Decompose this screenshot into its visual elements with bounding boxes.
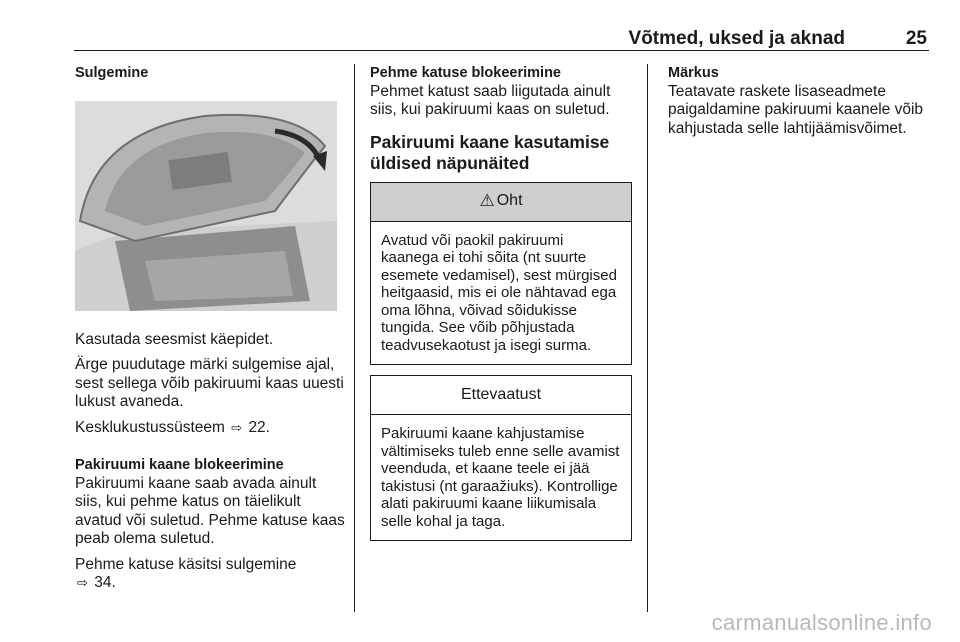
- caution-box: [370, 375, 632, 541]
- manual-close-ref[interactable]: 34.: [94, 574, 116, 591]
- column-2: [370, 64, 632, 541]
- column-1: [75, 64, 347, 600]
- section-heading-general-tips: Pakiruumi kaane kasutamise üldised näpunäited: [370, 131, 610, 173]
- note-body: Teatavate raskete lisaseadmete paigaldamine pakiruumi kaanele võib kahjustada selle lahtijäämisvõimet.: [668, 82, 924, 137]
- paragraph-manual-close: [75, 556, 347, 593]
- paragraph-do-not-touch: Ärge puudutage märki sulgemise ajal, sest sellega võib pakiruumi kaas uuesti lukust avaneda.: [75, 356, 344, 410]
- warning-header: [371, 183, 631, 222]
- column-divider-left: [354, 64, 355, 612]
- warning-triangle-icon: ⚠: [479, 191, 495, 211]
- arrow-ref-icon: ⇨: [231, 419, 243, 435]
- caution-title: Ettevaatust: [460, 385, 542, 403]
- paragraph-soft-top-lock: Pehmet katust saab liigutada ainult siis, kui pakiruumi kaas on suletud.: [370, 82, 611, 118]
- page-number: 25: [905, 28, 927, 49]
- central-locking-ref[interactable]: 22.: [248, 418, 270, 436]
- column-divider-right: [647, 64, 648, 612]
- manual-close-text: Pehme katuse käsitsi sulgemine: [75, 555, 297, 573]
- warning-box: [370, 182, 632, 366]
- paragraph-trunk-lock: Pakiruumi kaane saab avada ainult siis, kui pehme katus on täielikult avatud või suletud. Pehme katuse kaas peab olema suletud.: [75, 474, 345, 547]
- watermark: carmanualsonline.info: [711, 610, 932, 635]
- subheading-trunk-lock: Pakiruumi kaane blokeerimine: [75, 457, 284, 473]
- note-title: Märkus: [668, 65, 719, 81]
- paragraph-use-handle: Kasutada seesmist käepidet.: [75, 330, 274, 348]
- warning-title: Oht: [496, 192, 523, 210]
- warning-body: Avatud või paokil pakiruumi kaanega ei tohi sõita (nt suurte esemete vedamisel), sest mürgised heitgaasid, mis ei ole nähtavad ega oma lõhna, võivad sõidukisse tungida. See võib põhjustada teadvusekaotust ja isegi surma.: [381, 231, 617, 354]
- column-3: [668, 64, 930, 145]
- trunk-lid-photo: [75, 101, 337, 311]
- paragraph-central-locking: [75, 419, 347, 438]
- central-locking-text: Kesklukustussüsteem: [75, 418, 225, 436]
- section-heading-closing: Sulgemine: [75, 65, 149, 81]
- page-title: Võtmed, uksed ja aknad: [628, 28, 845, 49]
- page-header: [74, 26, 929, 51]
- caution-header: [371, 376, 631, 415]
- arrow-ref-icon: ⇨: [77, 575, 88, 590]
- subheading-soft-top-lock: Pehme katuse blokeerimine: [370, 65, 561, 81]
- caution-body: Pakiruumi kaane kahjustamise vältimiseks tuleb enne selle avamist veenduda, et kaane teele ei jää takistusi (nt garaažiuks). Kontrollige alati pakiruumi kaane liikumisala selle kohal ja taga.: [381, 425, 620, 530]
